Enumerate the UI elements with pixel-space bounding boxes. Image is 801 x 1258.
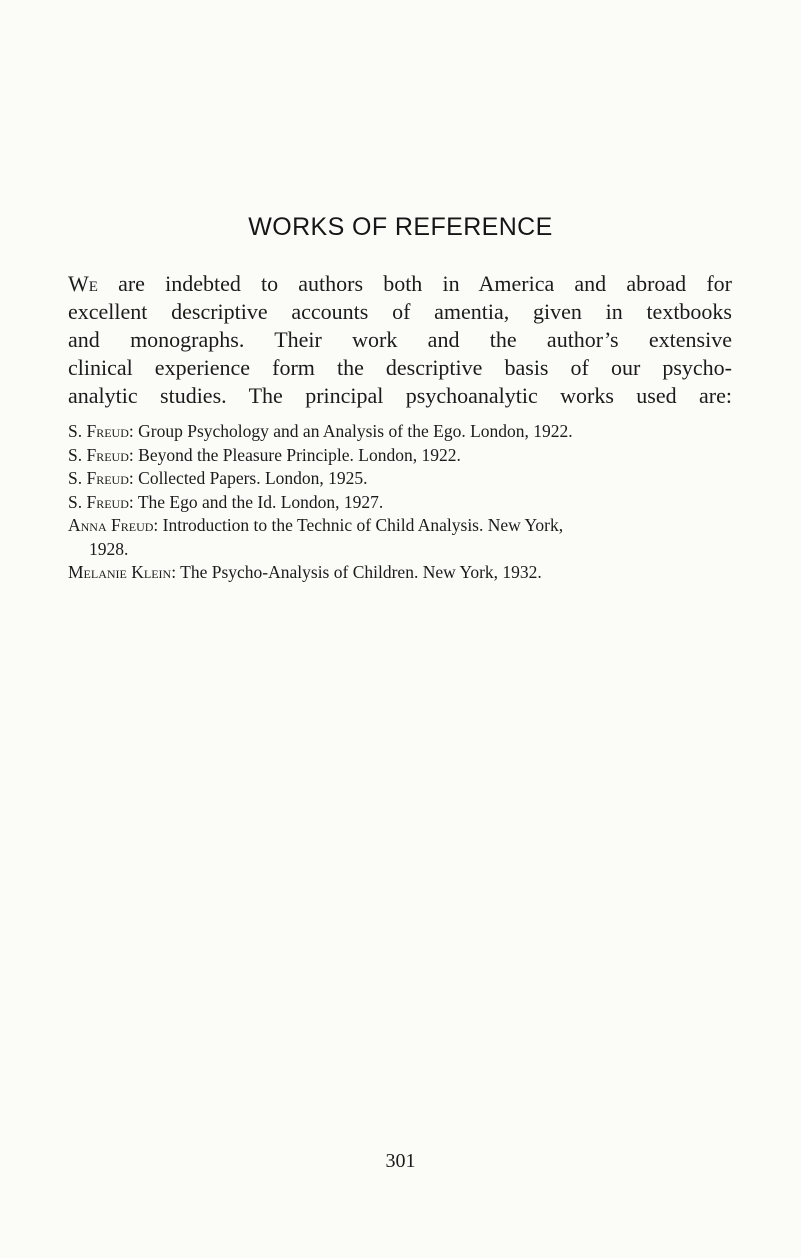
reference-continuation: 1928.	[89, 538, 129, 559]
page-number: 301	[385, 1150, 416, 1172]
reference-item	[68, 467, 732, 491]
intro-line-1-text: are indebted to authors both in America and abroad for	[97, 271, 732, 296]
intro-line-5: analytic studies. The principal psychoanalytic works used are:	[68, 383, 732, 408]
reference-author: Anna Freud	[68, 515, 154, 535]
page-heading: WORKS OF REFERENCE	[248, 213, 553, 241]
reference-item	[68, 444, 732, 468]
reference-title: Introduction to the Technic of Child Analysis. New York,	[158, 515, 564, 535]
reference-author: S. Freud	[68, 468, 129, 488]
reference-author: Melanie Klein	[68, 562, 172, 582]
reference-separator: :	[128, 444, 134, 465]
reference-title: Beyond the Pleasure Principle. London, 1922.	[133, 444, 461, 465]
reference-list	[68, 420, 732, 585]
reference-item	[68, 491, 732, 515]
reference-separator: :	[128, 468, 134, 488]
reference-title: Group Psychology and an Analysis of the Ego. London, 1922.	[133, 421, 573, 441]
reference-separator: :	[128, 491, 134, 512]
intro-paragraph	[68, 270, 732, 410]
intro-line-3: and monographs. Their work and the author’s extensive	[68, 327, 732, 352]
reference-author: S. Freud	[68, 421, 129, 441]
reference-item	[68, 514, 732, 538]
reference-title: The Ego and the Id. London, 1927.	[133, 491, 384, 512]
reference-item	[68, 420, 732, 444]
reference-author: S. Freud	[68, 444, 129, 465]
intro-line-2: excellent descriptive accounts of amentia, given in textbooks	[68, 299, 732, 324]
intro-line-4: clinical experience form the descriptive basis of our psycho-	[68, 355, 732, 380]
reference-item	[68, 561, 732, 585]
reference-title: Collected Papers. London, 1925.	[133, 468, 368, 488]
reference-author: S. Freud	[68, 491, 129, 512]
reference-title: The Psycho-Analysis of Children. New York, 1932.	[176, 562, 542, 582]
reference-separator: :	[171, 562, 177, 582]
intro-line-1	[68, 270, 732, 298]
reference-separator: :	[128, 421, 134, 441]
intro-lead-word: We	[68, 271, 98, 296]
reference-separator: :	[153, 515, 159, 535]
